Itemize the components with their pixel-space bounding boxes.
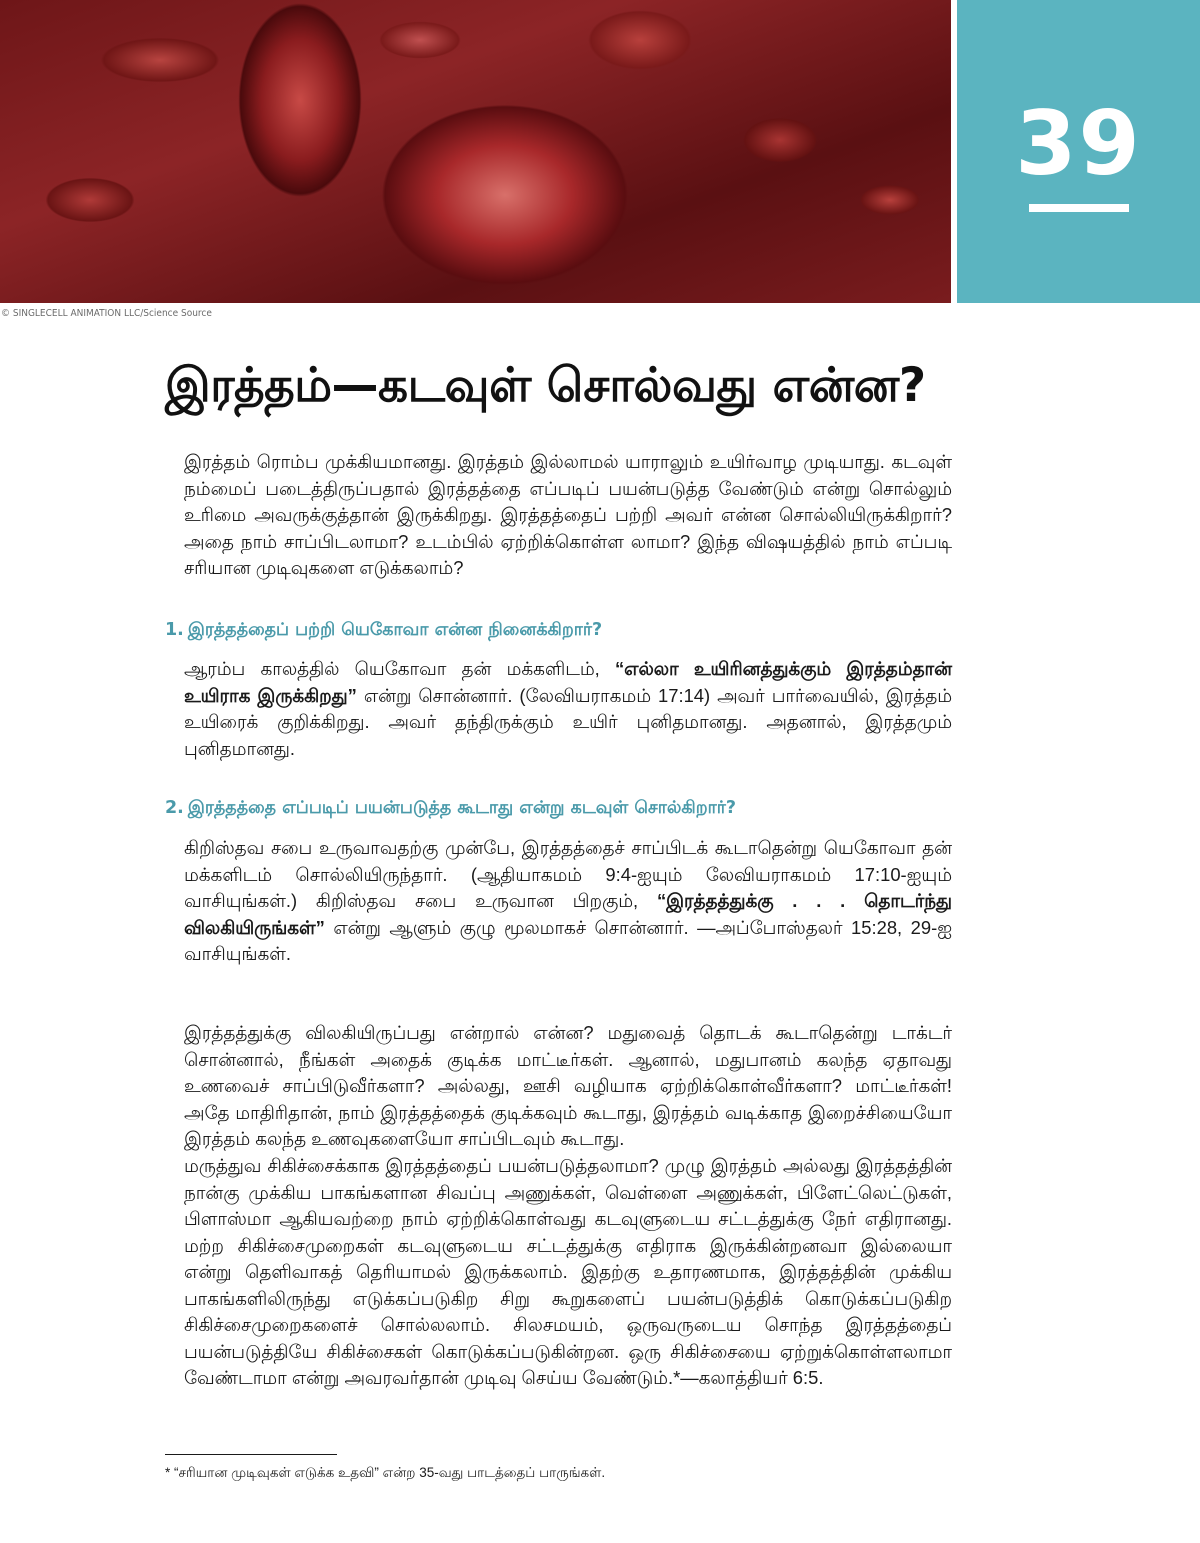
- footnote-text: “சரியான முடிவுகள் எடுக்க உதவி” என்ற 35-வது பாடத்தைப் பாருங்கள்.: [170, 1465, 606, 1480]
- footnote-divider: [165, 1454, 337, 1455]
- text-span: ஆரம்ப காலத்தில் யெகோவா தன் மக்களிடம்,: [184, 658, 615, 679]
- image-credit: © SINGLECELL ANIMATION LLC/Science Source: [1, 308, 212, 319]
- text-span: மருத்துவ சிகிச்சைக்காக இரத்தத்தைப் பயன்படுத்தலாமா? முழு இரத்தம் அல்லது இரத்தத்தின் நான்கு முக்கிய பாகங்களான சிவப்பு அணுக்கள், வெள்ளை அணுக்கள், பிளேட்லெட்டுகள், பிளாஸ்மா ஆகியவற்றை நாம் ஏற்றிக்கொள்வது கடவுளுடைய சட்டத்துக்கு நேர் எதிரானது. மற்ற சிகிச்சைமுறைகள் கடவுளுடைய சட்டத்துக்கு எதிராக இருக்கின்றனவா இல்லையா என்று தெளிவாகத் தெரியாமல் இருக்கலாம். இதற்கு உதாரணமாக, இரத்தத்தின் முக்கிய பாகங்களிலிருந்து எடுக்கப்படுகிற சிறு கூறுகளைப் பயன்படுத்திக் கொடுக்கப்படுகிற சிகிச்சைமுறைகளைச் சொல்லலாம். சிலசமயம், ஒருவருடைய சொந்த இரத்தத்தைப் பயன்படுத்தியே சிகிச்சைகள் கொடுக்கப்படுகின்றன. ஒரு சிகிச்சையை ஏற்றுக்கொள்ளலாமா வேண்டாமா என்று அவரவர்தான் முடிவு செய்ய வேண்டும்.: [184, 1155, 952, 1388]
- section-1-title: இரத்தத்தைப் பற்றி யெகோவா என்ன நினைக்கிறார்?: [187, 620, 603, 640]
- chapter-box: [957, 0, 1200, 303]
- section-2-number: 2.: [165, 798, 184, 818]
- footnote-marker: *: [673, 1367, 681, 1388]
- chapter-underline: [1029, 204, 1129, 212]
- intro-paragraph: இரத்தம் ரொம்ப முக்கியமானது. இரத்தம் இல்லாமல் யாராலும் உயிர்வாழ முடியாது. கடவுள் நம்மைப் படைத்திருப்பதால் இரத்தத்தை எப்படிப் பயன்படுத்த வேண்டும் என்று சொல்லும் உரிமை அவருக்குத்தான் இருக்கிறது. இரத்தத்தைப் பற்றி அவர் என்ன சொல்லியிருக்கிறார்? அதை நாம் சாப்பிடலாமா? உடம்பில் ஏற்றிக்கொள்ள லாமா? இந்த விஷயத்தில் நாம் எப்படி சரியான முடிவுகளை எடுக்கலாம்?: [184, 451, 952, 578]
- section-2-paragraph-2: இரத்தத்துக்கு விலகியிருப்பது என்றால் என்ன? மதுவைத் தொடக் கூடாதென்று டாக்டர் சொன்னால், நீங்கள் அதைக் குடிக்க மாட்டீர்கள். ஆனால், மதுபானம் கலந்த ஏதாவது உணவைச் சாப்பிடுவீர்களா? அல்லது, ஊசி வழியாக ஏற்றிக்கொள்வீர்களா? மாட்டீர்கள்! அதே மாதிரிதான், நாம் இரத்தத்தைக் குடிக்கவும் கூடாது, இரத்தம் வடிக்காத இறைச்சியையோ இரத்தம் கலந்த உணவுகளையோ சாப்பிடவும் கூடாது.: [184, 1022, 952, 1149]
- bold-quote: “இரத்தத்துக்கு . . . தொடர்ந்து விலகியிருங்கள்”: [184, 890, 952, 938]
- footnote: [165, 1465, 605, 1483]
- scripture-reference: —கலாத்தியர் 6:5.: [680, 1367, 824, 1388]
- section-1-paragraph: [184, 656, 952, 762]
- section-2-paragraph-3: [184, 1153, 952, 1392]
- section-1-number: 1.: [165, 620, 184, 640]
- text-span: என்று சொன்னார். (லேவியராகமம் 17:14) அவர் பார்வையில், இரத்தம் உயிரைக் குறிக்கிறது. அவர் தந்திருக்கும் உயிர் புனிதமானது. அதனால், இரத்தமும் புனிதமானது.: [184, 684, 953, 759]
- page-title: இரத்தம்—கடவுள் சொல்வது என்ன?: [165, 358, 926, 413]
- section-2-heading: [165, 798, 736, 820]
- section-2-paragraph-1: [184, 835, 952, 968]
- section-1-heading: [165, 620, 602, 642]
- footnote-mark: *: [165, 1465, 171, 1480]
- text-span: என்று ஆளும் குழு மூலமாகச் சொன்னார். —அப்போஸ்தலர் 15:28, 29-ஐ வாசியுங்கள்.: [184, 916, 952, 964]
- bold-quote: “எல்லா உயிரினத்துக்கும் இரத்தம்தான் உயிராக இருக்கிறது”: [184, 658, 952, 706]
- chapter-number: 39: [1015, 92, 1142, 195]
- text-span: கிறிஸ்தவ சபை உருவாவதற்கு முன்பே, இரத்தத்தைச் சாப்பிடக் கூடாதென்று யெகோவா தன் மக்களிடம் சொல்லியிருந்தார். (ஆதியாகமம் 9:4-ஐயும் லேவியராகமம் 17:10-ஐயும் வாசியுங்கள்.) கிறிஸ்தவ சபை உருவான பிறகும்,: [184, 837, 952, 911]
- section-2-title: இரத்தத்தை எப்படிப் பயன்படுத்த கூடாது என்று கடவுள் சொல்கிறார்?: [187, 798, 737, 818]
- hero-image-blood-cells: [0, 0, 951, 303]
